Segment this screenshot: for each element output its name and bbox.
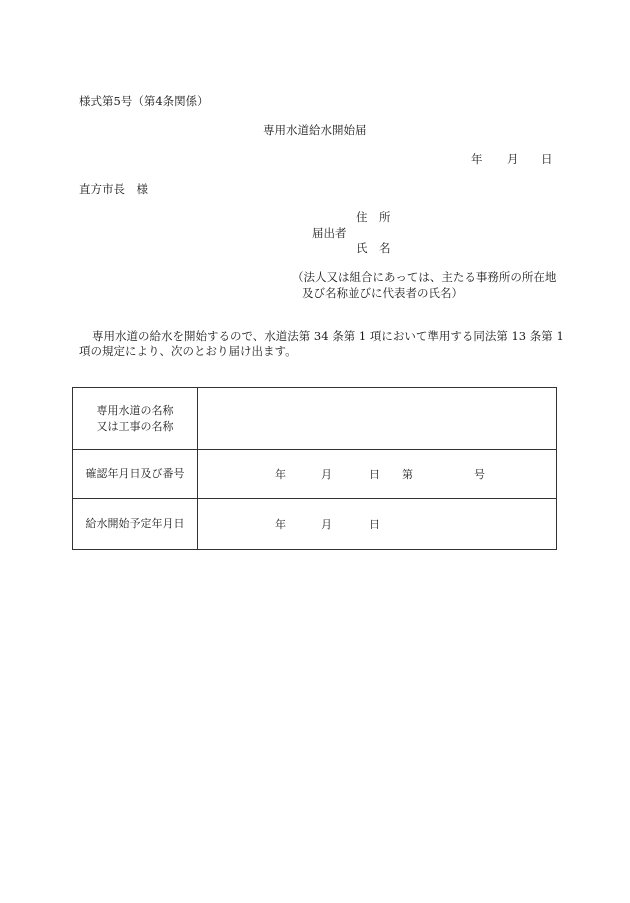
date-year-label: 年 [471,152,483,166]
start-date-label: 給水開始予定年月日 [85,517,185,531]
facility-name-field[interactable] [198,388,557,450]
date-month-label: 月 [507,152,519,166]
confirmation-field[interactable] [198,450,557,499]
table-row-confirmation [73,450,557,499]
name-label: 氏 名 [356,241,391,255]
facility-name-label-line-1: 専用水道の名称 [96,403,174,417]
facility-name-label-line-2: 又は工事の名称 [96,419,174,433]
confirmation-year-label: 年 [275,468,286,481]
confirmation-number-prefix: 第 [402,468,413,481]
form-number: 様式第5号（第4条関係） [79,94,209,108]
address-label: 住 所 [356,210,391,224]
start-date-year-label: 年 [275,518,286,531]
confirmation-number-suffix: 号 [474,468,485,481]
table-row-facility-name [73,388,557,450]
facility-name-label-cell [73,388,198,450]
applicant-note-line-1: （法人又は組合にあっては、主たる事務所の所在地 [292,270,557,284]
confirmation-label-cell [73,450,198,499]
date-day-label: 日 [541,152,553,166]
table-row-start-date [73,499,557,550]
applicant-note-line-2: 及び名称並びに代表者の氏名） [302,286,463,300]
applicant-label: 届出者 [312,226,347,240]
form-table [72,387,557,550]
confirmation-month-label: 月 [321,468,332,481]
start-date-label-cell [73,499,198,550]
confirmation-day-label: 日 [369,468,380,481]
document-title: 専用水道給水開始届 [263,123,367,137]
start-date-day-label: 日 [369,518,380,531]
start-date-month-label: 月 [321,518,332,531]
confirmation-label: 確認年月日及び番号 [85,467,185,481]
addressee: 直方市長 様 [79,182,148,196]
body-text-line-1: 専用水道の給水を開始するので、水道法第 34 条第 1 項において準用する同法第 13 条第 1 [92,329,564,343]
body-text-line-2: 項の規定により、次のとおり届け出ます。 [79,344,297,358]
start-date-field[interactable] [198,499,557,550]
